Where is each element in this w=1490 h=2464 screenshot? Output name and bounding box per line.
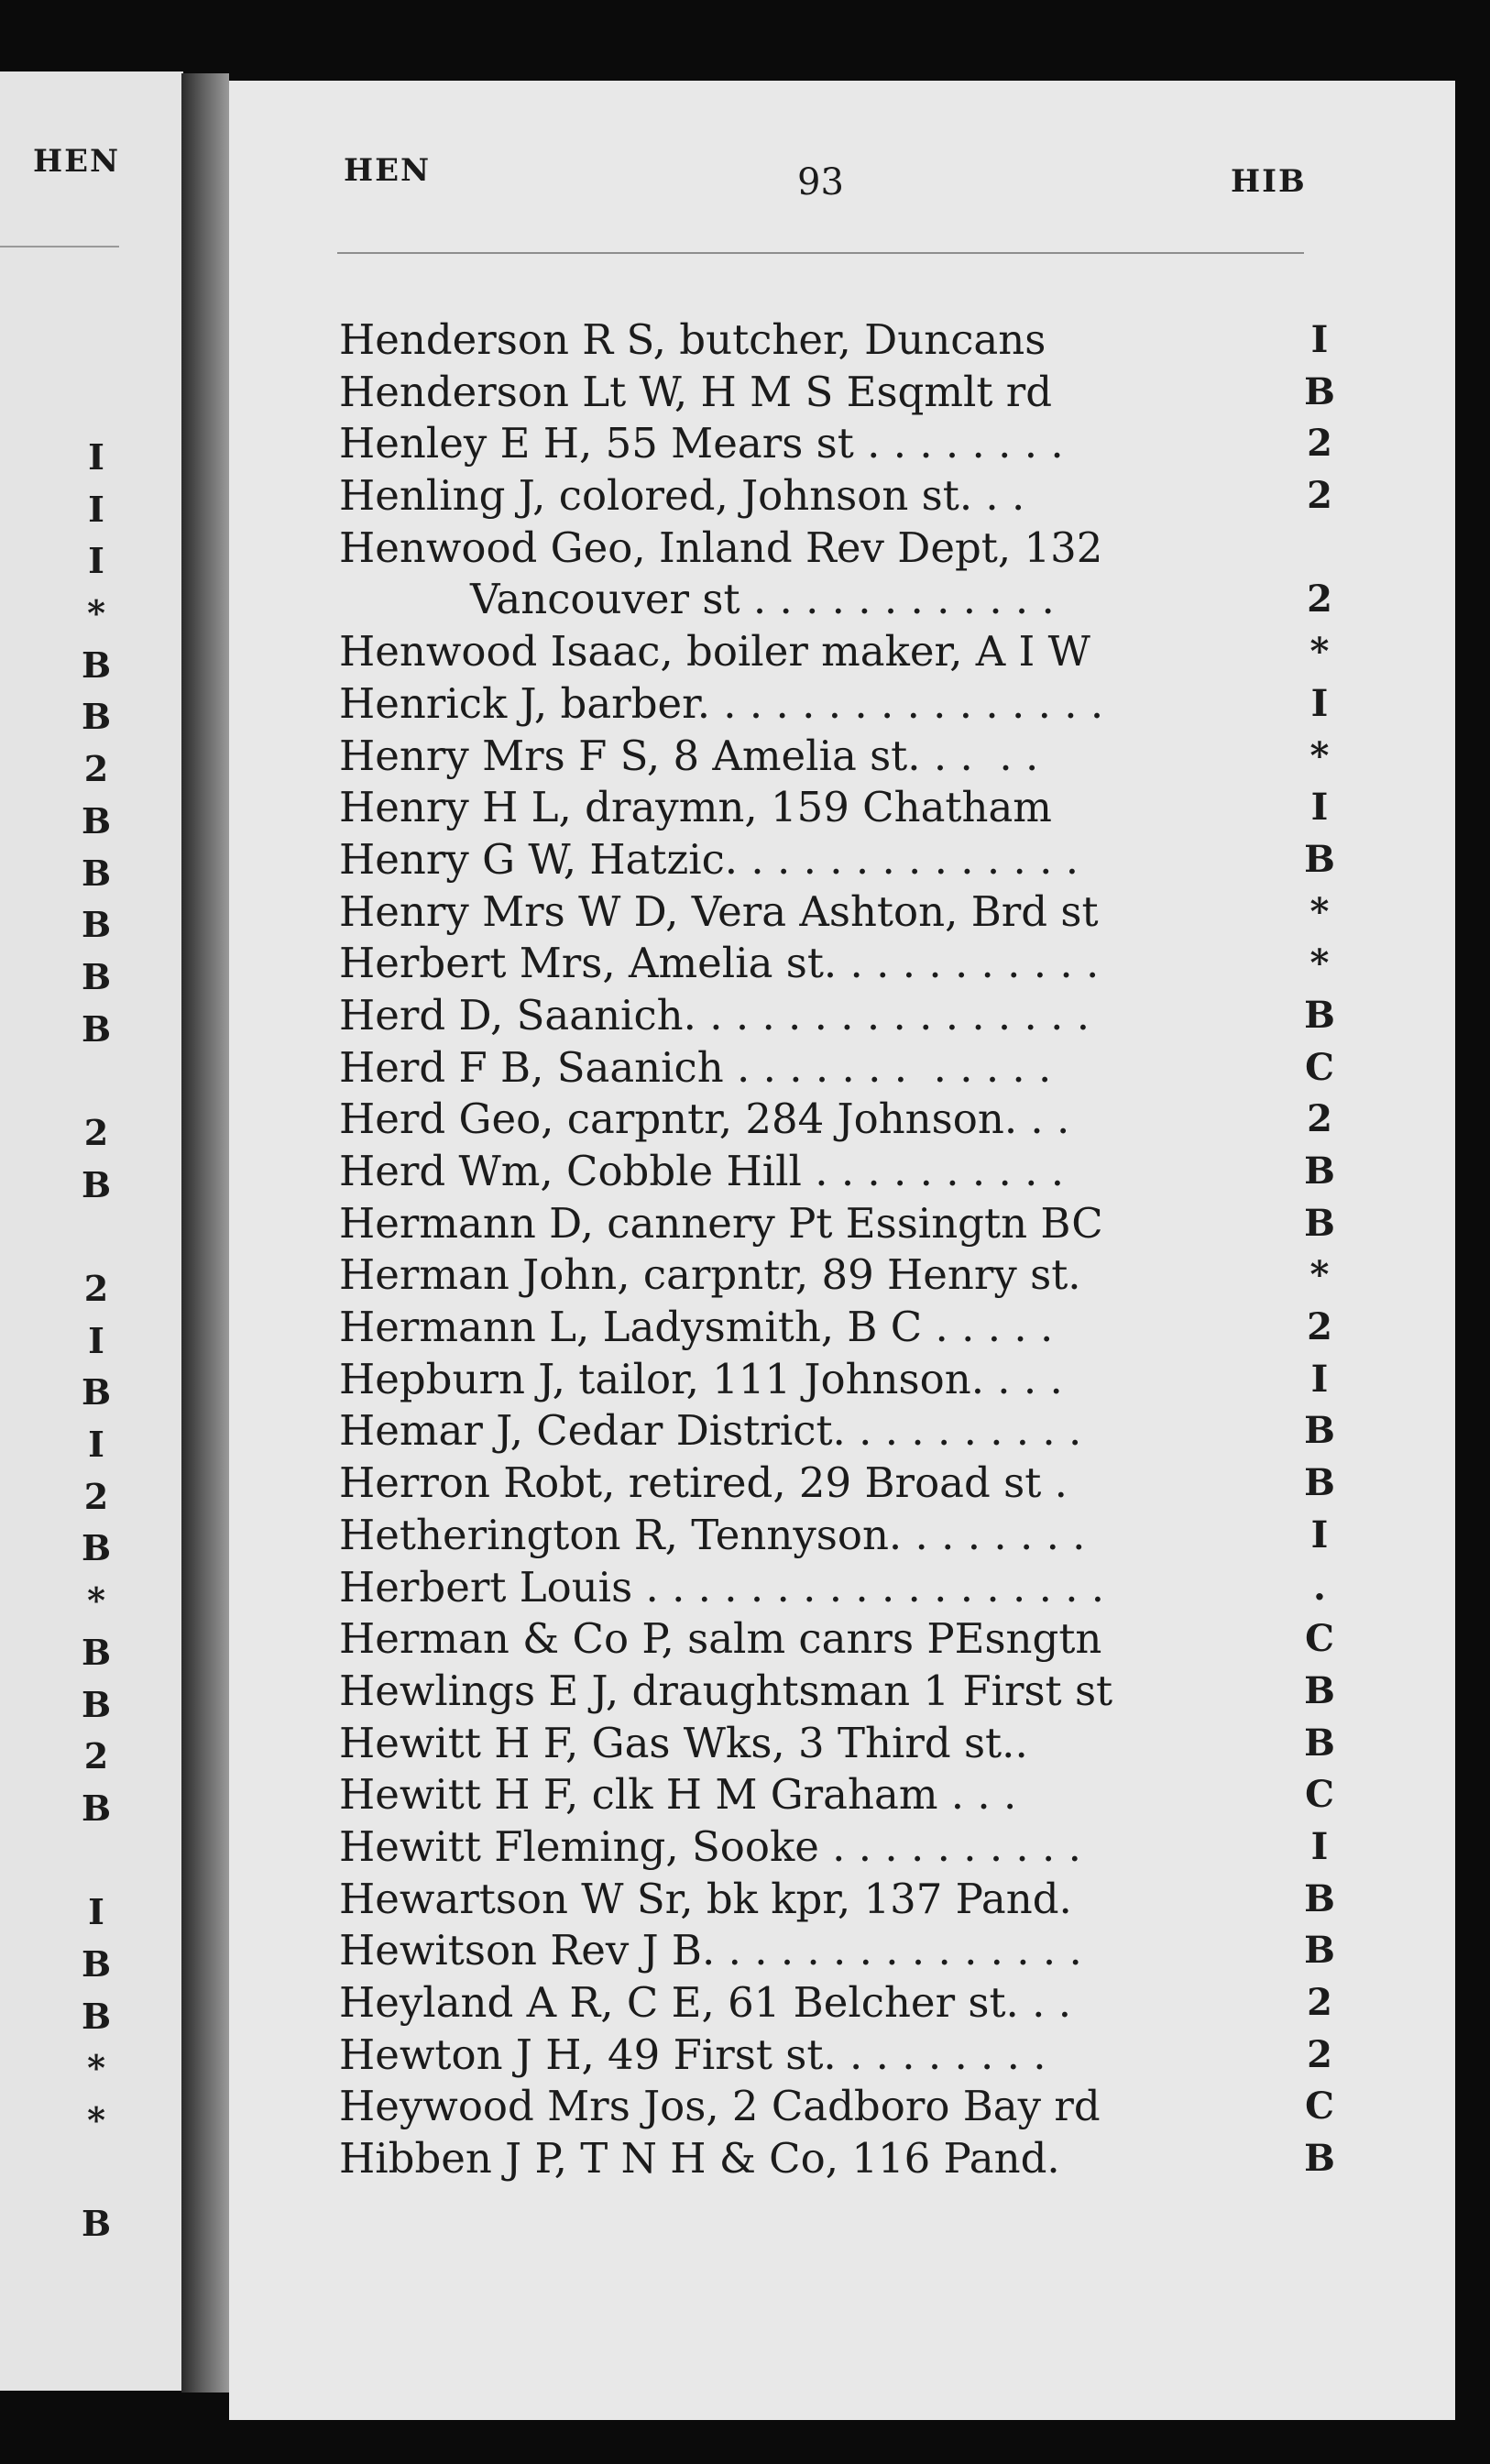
entry-code: B: [1304, 1876, 1335, 1920]
directory-entry: [321, 1094, 1384, 1146]
directory-entry: [321, 470, 1384, 522]
entry-name: Hermann D, cannery Pt Essingtn BC: [339, 1198, 1103, 1248]
directory-entry: [321, 522, 1384, 626]
entry-code: *: [1309, 733, 1330, 777]
directory-entry: [321, 1718, 1384, 1770]
previous-page-mark: I: [88, 1319, 104, 1361]
entry-name: Herd D, Saanich. . . . . . . . . . . . . . . .: [339, 990, 1090, 1040]
previous-page-header: HEN: [33, 143, 121, 180]
directory-entry: [321, 1146, 1384, 1198]
previous-page-mark: I: [88, 1424, 104, 1466]
directory-entries: [321, 314, 1384, 2185]
entry-code: C: [1305, 1617, 1334, 1661]
entry-code: *: [1309, 1253, 1330, 1297]
entry-name: Henry G W, Hatzic. . . . . . . . . . . . . .: [339, 834, 1079, 884]
entry-code: I: [1310, 1357, 1329, 1401]
directory-entry: [321, 2030, 1384, 2082]
entry-name: Hemar J, Cedar District. . . . . . . . . .: [339, 1406, 1082, 1456]
previous-page-mark: *: [87, 1579, 105, 1622]
directory-entry: [321, 1613, 1384, 1666]
entry-code: .: [1313, 1565, 1326, 1609]
entry-code: I: [1310, 1512, 1329, 1556]
previous-page-mark: B: [81, 1163, 112, 1205]
entry-name: Herbert Louis . . . . . . . . . . . . . . . . . .: [339, 1562, 1105, 1612]
entry-name: Hermann L, Ladysmith, B C . . . . .: [339, 1303, 1054, 1352]
directory-page: [229, 81, 1455, 2420]
directory-entry: [321, 678, 1384, 731]
entry-code: 2: [1307, 1981, 1332, 2025]
directory-entry: [321, 1874, 1384, 1926]
previous-page-mark: B: [81, 1007, 112, 1050]
entry-code: *: [1309, 941, 1330, 985]
previous-page-mark: B: [81, 696, 112, 738]
directory-entry: [321, 367, 1384, 419]
entry-name: Herbert Mrs, Amelia st. . . . . . . . . . .: [339, 939, 1100, 988]
directory-entry: [321, 1510, 1384, 1562]
previous-page-mark: B: [81, 644, 112, 686]
entry-name: Henwood Geo, Inland Rev Dept, 132 Vancouver st . . . . . . . . . . . .: [339, 522, 1103, 624]
page-number: 93: [797, 161, 844, 204]
entry-code: B: [1304, 1409, 1335, 1453]
directory-entry: [321, 1354, 1384, 1406]
previous-page-mark: B: [81, 1371, 112, 1414]
header-rule: [337, 252, 1304, 254]
directory-entry: [321, 1198, 1384, 1250]
previous-page-mark: I: [88, 540, 104, 582]
entry-code: 2: [1307, 2032, 1332, 2076]
entry-name: Hewitt H F, Gas Wks, 3 Third st..: [339, 1718, 1028, 1767]
previous-page-mark: I: [88, 436, 104, 478]
entry-code: B: [1304, 1201, 1335, 1245]
entry-code: I: [1310, 681, 1329, 725]
entry-name: Hewlings E J, draughtsman 1 First st: [339, 1666, 1113, 1715]
previous-page-mark: 2: [83, 748, 109, 790]
entry-code: *: [1309, 630, 1330, 674]
previous-page-mark: B: [81, 1631, 112, 1673]
entry-name: Hibben J P, T N H & Co, 116 Pand.: [339, 2134, 1060, 2184]
entry-name: Hewton J H, 49 First st. . . . . . . . .: [339, 2030, 1046, 2079]
entry-code: 2: [1307, 422, 1332, 466]
previous-page-mark: *: [87, 2099, 105, 2140]
entry-code: B: [1304, 1721, 1335, 1765]
entry-code: *: [1309, 889, 1330, 933]
entry-code: 2: [1307, 474, 1332, 518]
directory-entry: [321, 2133, 1384, 2185]
directory-entry: [321, 938, 1384, 990]
directory-entry: [321, 626, 1384, 678]
directory-entry: [321, 731, 1384, 783]
previous-page-mark: B: [81, 1995, 112, 2037]
previous-page-mark: B: [81, 1787, 112, 1829]
directory-entry: [321, 1562, 1384, 1614]
entry-name: Henrick J, barber. . . . . . . . . . . . . . . .: [339, 678, 1104, 728]
previous-page-fragment: [0, 72, 183, 2391]
previous-page-mark: [55, 1055, 137, 1107]
entry-name: Henley E H, 55 Mears st . . . . . . . .: [339, 419, 1064, 468]
previous-page-code-column: [55, 432, 137, 2250]
entry-name: Henry Mrs F S, 8 Amelia st. . . . .: [339, 731, 1039, 780]
entry-code: B: [1304, 2137, 1335, 2181]
entry-code: C: [1305, 2084, 1334, 2128]
previous-page-mark: 2: [83, 1111, 109, 1153]
entry-name: Herman & Co P, salm canrs PEsngtn: [339, 1614, 1102, 1664]
entry-name: Henling J, colored, Johnson st. . .: [339, 471, 1025, 521]
entry-name: Heywood Mrs Jos, 2 Cadboro Bay rd: [339, 2082, 1101, 2131]
entry-name: Hewitt H F, clk H M Graham . . .: [339, 1770, 1017, 1820]
directory-entry: [321, 1666, 1384, 1718]
entry-name: Henderson R S, butcher, Duncans: [339, 315, 1046, 364]
entry-name: Heyland A R, C E, 61 Belcher st. . .: [339, 1978, 1072, 2028]
entry-name: Hepburn J, tailor, 111 Johnson. . . .: [339, 1354, 1063, 1403]
entry-code: I: [1310, 1824, 1329, 1868]
directory-entry: [321, 1042, 1384, 1094]
entry-code: B: [1304, 1461, 1335, 1505]
entry-name: Henry H L, draymn, 159 Chatham: [339, 783, 1052, 832]
previous-page-mark: B: [81, 2203, 112, 2245]
directory-entry: [321, 1302, 1384, 1354]
directory-entry: [321, 782, 1384, 834]
entry-name: Hetherington R, Tennyson. . . . . . . .: [339, 1510, 1086, 1559]
entry-name: Henderson Lt W, H M S Esqmlt rd: [339, 367, 1053, 416]
entry-code: B: [1304, 837, 1335, 881]
previous-page-mark: B: [81, 1942, 112, 1985]
directory-entry: [321, 1821, 1384, 1874]
directory-entry: [321, 1925, 1384, 1977]
previous-page-mark: B: [81, 799, 112, 842]
directory-entry: [321, 1769, 1384, 1821]
entry-code: B: [1304, 1668, 1335, 1712]
previous-page-mark: B: [81, 1683, 112, 1725]
entry-code: I: [1310, 318, 1329, 361]
entry-name: Herron Robt, retired, 29 Broad st .: [339, 1458, 1068, 1508]
previous-page-mark: 2: [83, 1475, 109, 1517]
previous-page-mark: B: [81, 852, 112, 894]
entry-name: Hewartson W Sr, bk kpr, 137 Pand.: [339, 1874, 1072, 1923]
previous-page-mark: [55, 1835, 137, 1887]
directory-entry: [321, 1249, 1384, 1302]
previous-page-mark: 2: [83, 1268, 109, 1309]
previous-page-mark: I: [88, 1891, 104, 1933]
directory-entry: [321, 834, 1384, 886]
directory-entry: [321, 418, 1384, 470]
previous-page-mark: *: [87, 2047, 105, 2089]
entry-code: C: [1305, 1045, 1334, 1089]
previous-page-mark: I: [88, 488, 104, 530]
entry-name: Herd Wm, Cobble Hill . . . . . . . . . .: [339, 1147, 1064, 1196]
entry-name: Herd F B, Saanich . . . . . . . . . . . .: [339, 1042, 1052, 1092]
running-header-left: HEN: [344, 152, 432, 189]
entry-name: Herman John, carpntr, 89 Henry st.: [339, 1250, 1081, 1300]
entry-name: Hewitt Fleming, Sooke . . . . . . . . . .: [339, 1821, 1081, 1871]
entry-code: I: [1310, 786, 1329, 830]
entry-name: Henry Mrs W D, Vera Ashton, Brd st: [339, 886, 1099, 936]
previous-page-mark: *: [87, 592, 105, 634]
directory-entry: [321, 886, 1384, 939]
previous-page-mark: 2: [83, 1735, 109, 1777]
entry-name: Herd Geo, carpntr, 284 Johnson. . .: [339, 1094, 1070, 1144]
entry-name: Hewitson Rev J B. . . . . . . . . . . . . . .: [339, 1926, 1082, 1975]
previous-page-mark: B: [81, 904, 112, 946]
entry-code: 2: [1307, 578, 1332, 622]
previous-page-mark: B: [81, 955, 112, 997]
entry-code: B: [1304, 1929, 1335, 1973]
directory-entry: [321, 990, 1384, 1042]
directory-entry: [321, 2081, 1384, 2133]
entry-code: B: [1304, 993, 1335, 1037]
previous-page-rule: [0, 246, 119, 248]
entry-code: B: [1304, 1150, 1335, 1194]
book-gutter: [181, 73, 229, 2392]
entry-code: C: [1305, 1773, 1334, 1817]
entry-name: Henwood Isaac, boiler maker, A I W: [339, 627, 1090, 676]
entry-code: B: [1304, 369, 1335, 413]
previous-page-mark: [55, 2147, 137, 2199]
directory-entry: [321, 1458, 1384, 1510]
directory-entry: [321, 1977, 1384, 2030]
previous-page-mark: [55, 1211, 137, 1263]
entry-code: 2: [1307, 1305, 1332, 1349]
running-header-right: HIB: [1231, 163, 1307, 200]
directory-entry: [321, 1405, 1384, 1458]
entry-code: 2: [1307, 1097, 1332, 1141]
directory-entry: [321, 314, 1384, 367]
previous-page-mark: B: [81, 1527, 112, 1569]
